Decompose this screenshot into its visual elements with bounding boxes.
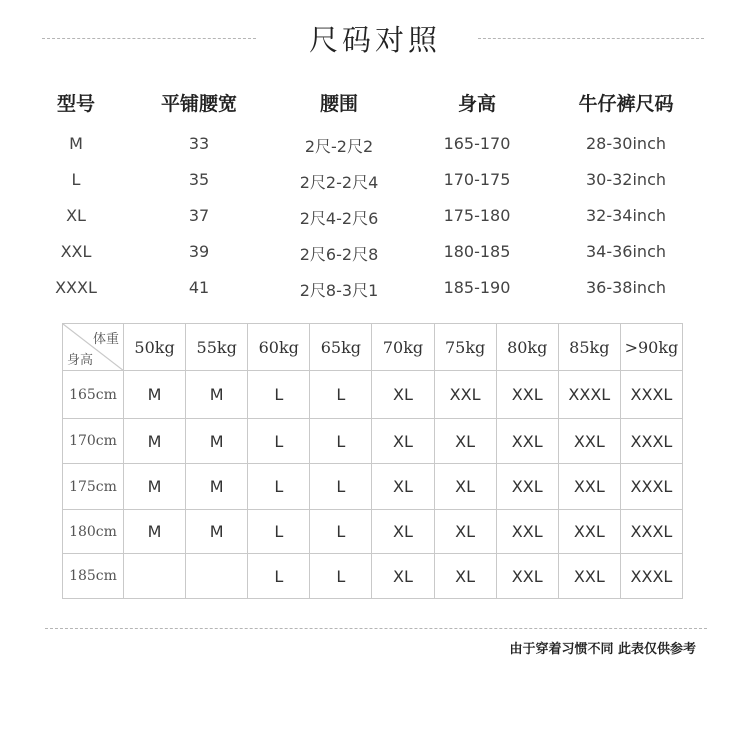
height-cell: 175-180 [443, 206, 511, 225]
size-cell: XXXL [620, 510, 682, 554]
size-cell: XXL [496, 371, 558, 419]
size-cell: M [124, 510, 186, 554]
height-cell: 165-170 [443, 134, 511, 153]
size-cell: L [248, 419, 310, 464]
size-cell: XL [372, 371, 434, 419]
size-cell: M [186, 371, 248, 419]
size-cell: XL [372, 510, 434, 554]
size-cell: L [310, 371, 372, 419]
size-cell: XXL [434, 371, 496, 419]
weight-header-row [63, 324, 683, 371]
header-height: 身高 [457, 93, 496, 115]
size-cell: XL [434, 510, 496, 554]
size-cell: XXXL [620, 371, 682, 419]
size-cell: XXL [496, 510, 558, 554]
size-cell: XXXL [620, 554, 682, 599]
size-cell: XL [434, 464, 496, 510]
size-cell: L [248, 554, 310, 599]
size-cell: L [310, 464, 372, 510]
height-label: 175cm [63, 464, 124, 510]
size-cell: XL [66, 206, 86, 225]
flat-waist-cell: 39 [188, 242, 210, 261]
waist-cell: 2尺4-2尺6 [299, 209, 379, 228]
flat-waist-cell: 35 [188, 170, 210, 189]
size-cell: XXL [558, 419, 620, 464]
weight-header: 80kg [496, 324, 558, 371]
title-row [0, 18, 750, 62]
weight-header: 60kg [248, 324, 310, 371]
size-cell: M [186, 464, 248, 510]
size-cell: XXL [60, 242, 92, 261]
weight-header: 75kg [434, 324, 496, 371]
size-chart-row [0, 126, 750, 162]
weight-header: 55kg [186, 324, 248, 371]
height-cell: 180-185 [443, 242, 511, 261]
jeans-size-cell: 34-36inch [585, 242, 666, 261]
size-cell: XXL [558, 554, 620, 599]
size-cell: XXL [496, 464, 558, 510]
size-cell: L [71, 170, 81, 189]
table-row [63, 464, 683, 510]
height-label: 170cm [63, 419, 124, 464]
corner-height-label: 身高 [67, 353, 94, 368]
jeans-size-cell: 30-32inch [585, 170, 666, 189]
size-cell: L [248, 371, 310, 419]
size-cell: XL [372, 554, 434, 599]
size-cell: XXL [558, 510, 620, 554]
size-chart-row [0, 234, 750, 270]
size-cell: L [248, 464, 310, 510]
weight-header: 85kg [558, 324, 620, 371]
size-cell: L [310, 554, 372, 599]
size-chart-row [0, 198, 750, 234]
size-cell: XL [372, 464, 434, 510]
waist-cell: 2尺8-3尺1 [299, 281, 379, 300]
size-cell: M [186, 510, 248, 554]
size-cell [124, 554, 186, 599]
size-cell: XXL [496, 419, 558, 464]
height-cell: 170-175 [443, 170, 511, 189]
weight-header: 65kg [310, 324, 372, 371]
table-row [63, 371, 683, 419]
bottom-divider [45, 628, 707, 629]
size-cell: M [124, 419, 186, 464]
page-title: 尺码对照 [308, 23, 441, 57]
size-cell: M [186, 419, 248, 464]
table-row [63, 554, 683, 599]
height-label: 180cm [63, 510, 124, 554]
table-row [63, 510, 683, 554]
size-cell: XXXL [55, 278, 97, 297]
size-cell: L [248, 510, 310, 554]
size-chart-header [0, 86, 750, 126]
flat-waist-cell: 41 [188, 278, 210, 297]
size-cell: XXL [496, 554, 558, 599]
height-cell: 185-190 [443, 278, 511, 297]
weight-header: 70kg [372, 324, 434, 371]
title-divider-right [478, 38, 704, 39]
jeans-size-cell: 32-34inch [585, 206, 666, 225]
size-cell: XXXL [620, 419, 682, 464]
size-chart-row [0, 270, 750, 306]
weight-header: 50kg [124, 324, 186, 371]
height-label: 165cm [63, 371, 124, 419]
size-chart [0, 86, 750, 306]
size-chart-row [0, 162, 750, 198]
header-model: 型号 [56, 93, 95, 115]
size-cell: XXXL [558, 371, 620, 419]
size-cell: XXL [558, 464, 620, 510]
table-row [63, 419, 683, 464]
size-cell: XL [434, 554, 496, 599]
weight-header: >90kg [620, 324, 682, 371]
corner-weight-label: 体重 [92, 332, 119, 347]
size-cell: M [124, 464, 186, 510]
waist-cell: 2尺2-2尺4 [299, 173, 379, 192]
size-cell [186, 554, 248, 599]
disclaimer-note: 由于穿着习惯不同 此表仅供参考 [509, 642, 696, 657]
weight-height-table [62, 323, 683, 599]
size-cell: M [124, 371, 186, 419]
size-cell: L [310, 510, 372, 554]
size-cell: XL [434, 419, 496, 464]
header-jeans-size: 牛仔裤尺码 [578, 93, 674, 115]
waist-cell: 2尺6-2尺8 [299, 245, 379, 264]
corner-cell [63, 324, 124, 371]
jeans-size-cell: 36-38inch [585, 278, 666, 297]
size-cell: XL [372, 419, 434, 464]
size-cell: L [310, 419, 372, 464]
jeans-size-cell: 28-30inch [585, 134, 666, 153]
size-cell: M [69, 134, 83, 153]
size-cell: XXXL [620, 464, 682, 510]
waist-cell: 2尺-2尺2 [304, 137, 374, 156]
header-waist: 腰围 [319, 93, 358, 115]
height-label: 185cm [63, 554, 124, 599]
header-flat-waist: 平铺腰宽 [160, 93, 237, 115]
flat-waist-cell: 37 [188, 206, 210, 225]
flat-waist-cell: 33 [188, 134, 210, 153]
